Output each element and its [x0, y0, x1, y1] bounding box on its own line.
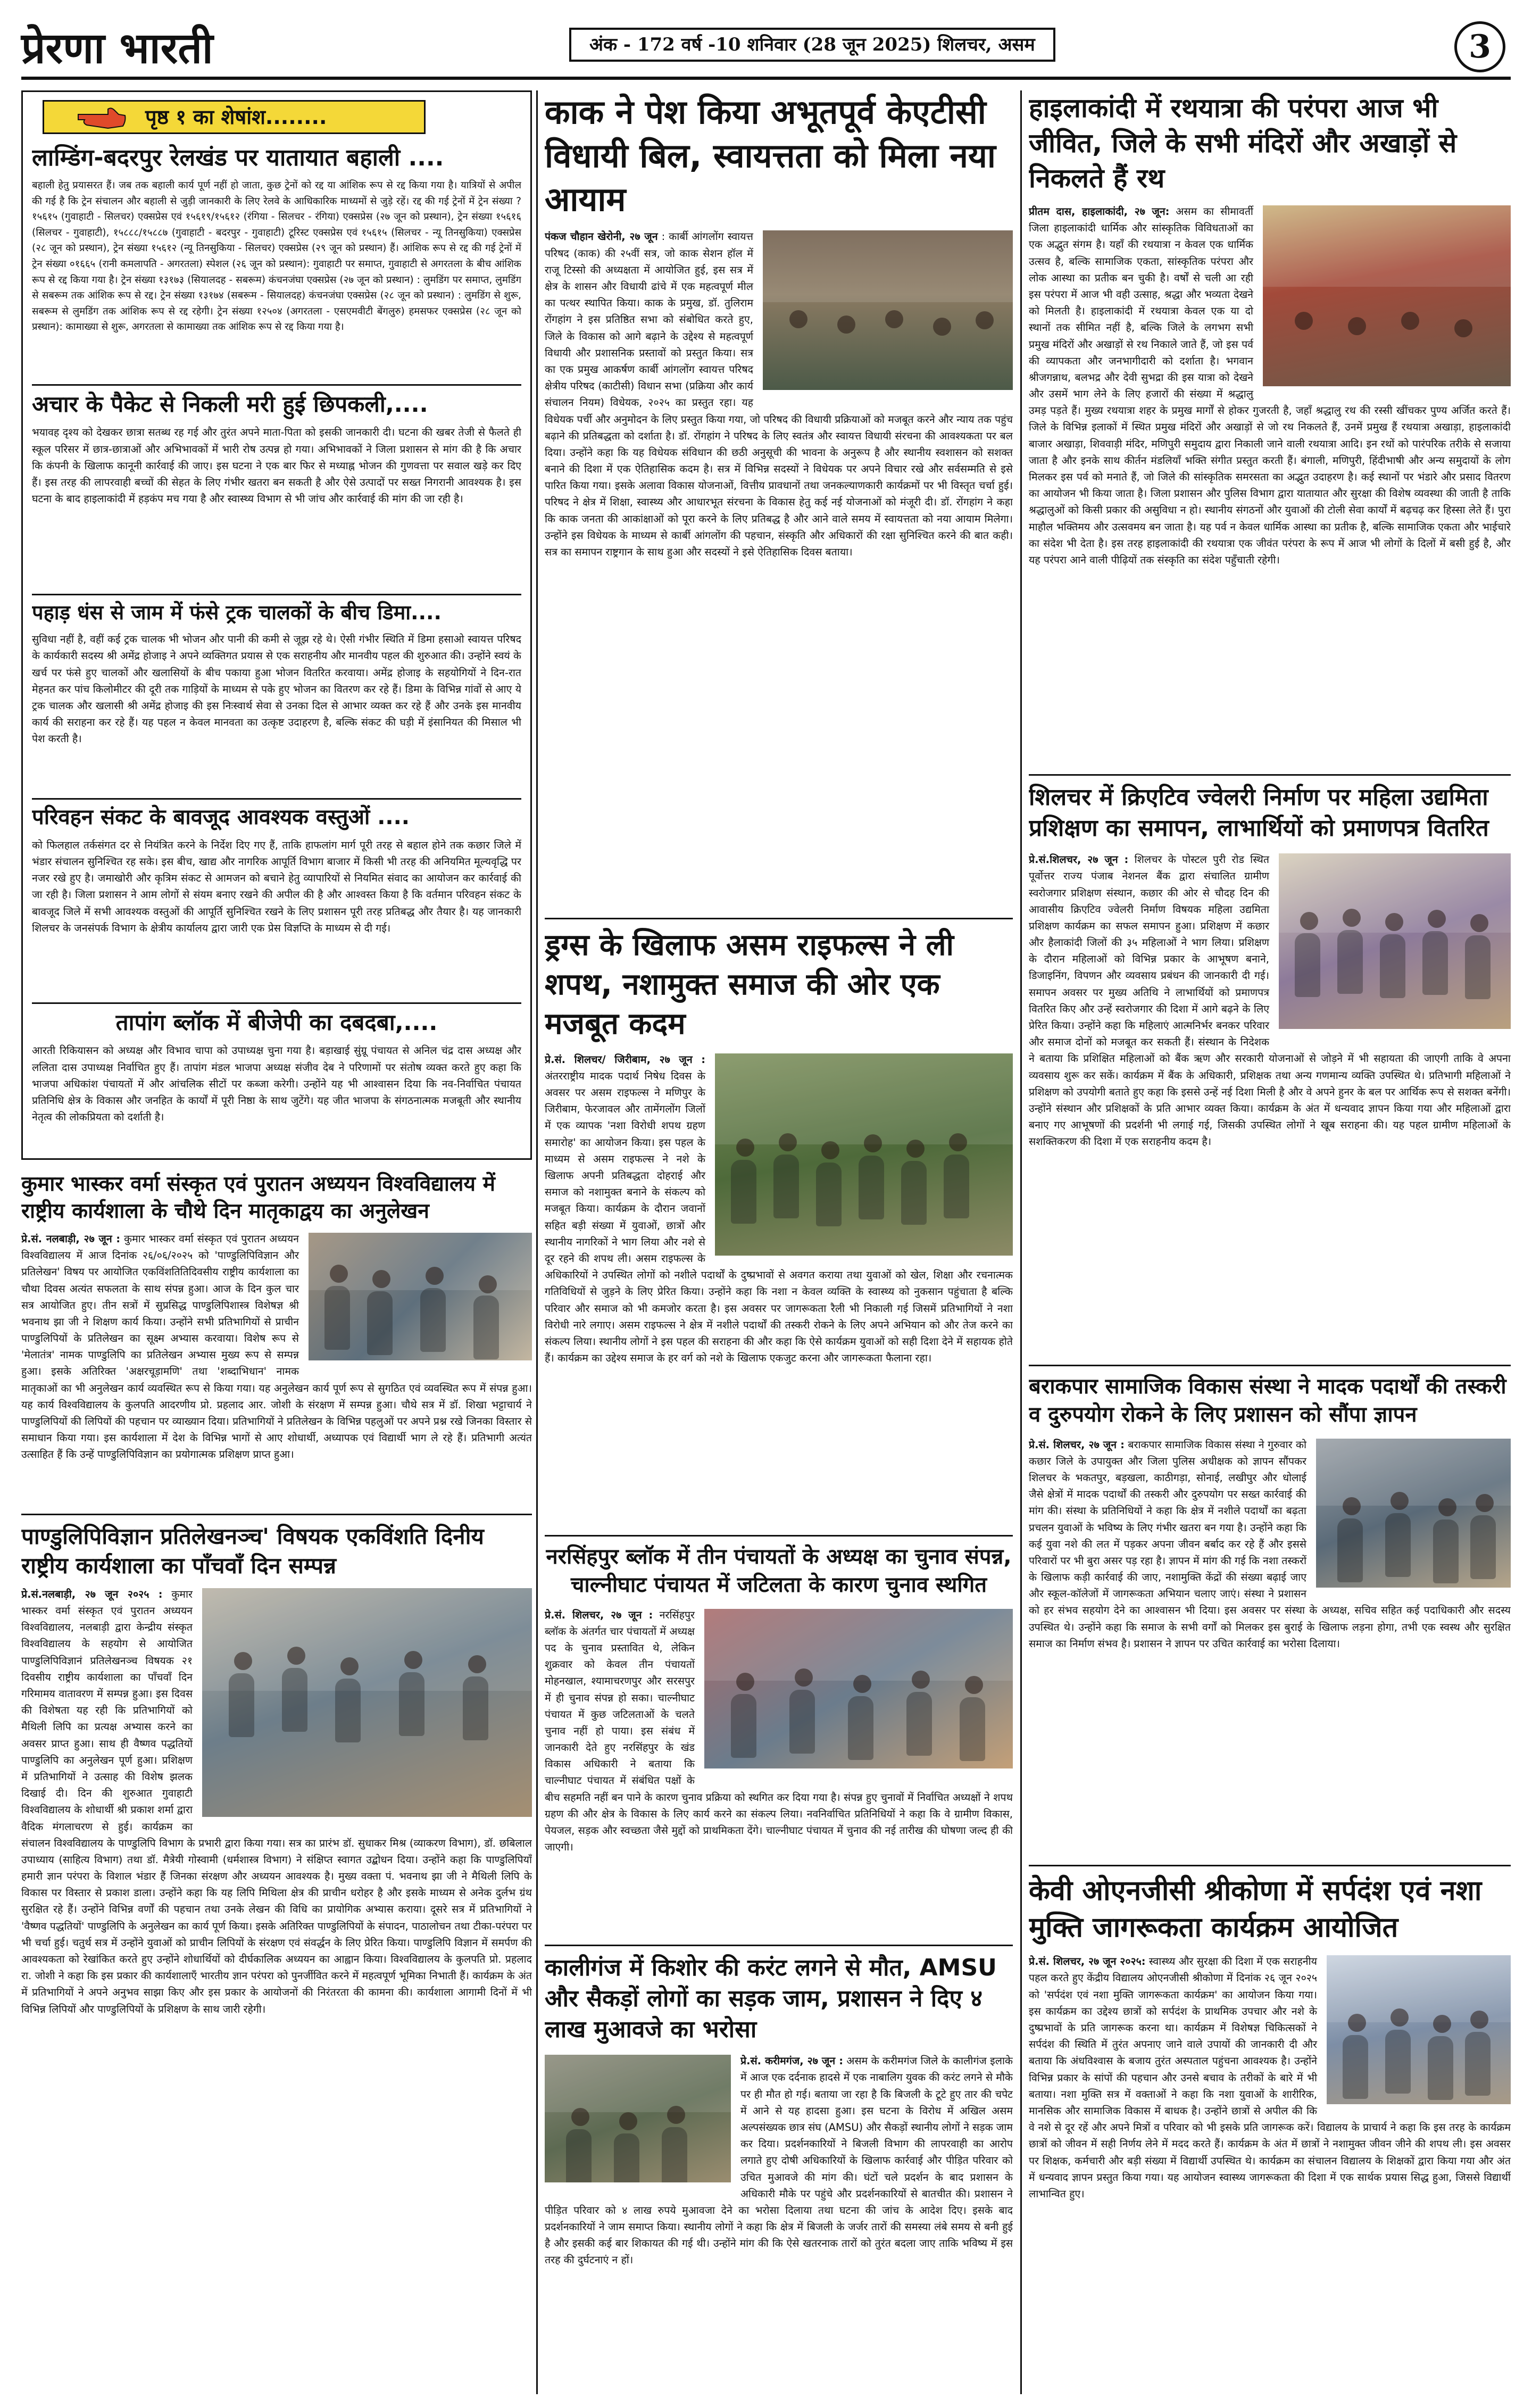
article-title: ड्रग्स के खिलाफ असम राइफल्स ने ली शपथ, नशामुक्त समाज की ओर एक मजबूत कदम — [545, 928, 954, 1041]
article-workshop-day5 — [21, 1522, 532, 2394]
article-body: कुमार भास्कर वर्मा संस्कृत एवं पुरातन अध्ययन विश्वविद्यालय में आज दिनांक २६/०६/२०२५ को 'पाण्डुलिपिविज्ञान और प्रतिलेखन' विषय पर आयोजित एकविंशतितिदिवसीय राष्ट्रीय कार्यशाला का चौथा दिवस अत्यंत सफलता के साथ संपन्न हुआ। आज के दिन कुल चार सत्र आयोजित हुए। तीन सत्रों में सुप्रसिद्ध पाण्डुलिपिशास्त्र विशेषज्ञ श्री भवनाथ झा जी ने शिक्षण कार्य किया। उन्होंने सभी प्रतिभागियों से प्राचीन पाण्डुलिपियों के प्रतिलेखन का सूक्ष्म अभ्यास करवाया। विशेष रूप से 'मेलातंत्र' नामक पाण्डुलिपि का प्रतिलेखन अभ्यास मुख्य रूप से सम्पन्न हुआ। इसके अतिरिक्त 'अक्षरचूड़ामणि' तथा 'शब्दाभिधान' नामक मातृकाओं का भी अनुलेखन कार्य व्यवस्थित रूप से किया गया। यह अनुलेखन कार्य पूर्ण रूप से सुगठित एवं व्यवस्थित रूप में संपन्न हुआ। यह कार्य विश्वविद्यालय के कुलपति आदरणीय प्रो. प्रहलाद आर. जोशी के संरक्षण में सम्पन्न हुआ। चौथे सत्र में डॉ. शिखा भट्टाचार्य ने पाण्डुलिपियों की लिपियों की पहचान पर व्याख्यान दिया। प्रतिभागियों ने प्रतिलेखन के विभिन्न पहलुओं पर अपने प्रश्न रखे जिनका विस्तार से समाधान किया गया। इस कार्यशाला में देश के विभिन्न भागों से आए शोधार्थी, अध्यापक एवं विद्यार्थी भाग ले रहे हैं। प्रतिभागी अत्यंत उत्साहित हैं कि उन्हें पाण्डुलिपिविज्ञान का प्रयोगात्मक प्रशिक्षण प्राप्त हुआ। — [21, 1232, 532, 1461]
article-title: तापांग ब्लॉक में बीजेपी का दबदबा,.... — [115, 1009, 438, 1035]
article-body: अंतरराष्ट्रीय मादक पदार्थ निषेध दिवस के अवसर पर असम राइफल्स ने मणिपुर के जिरीबाम, फेरजावल और तामेंगलोंग जिलों में एक व्यापक 'नशा विरोधी शपथ ग्रहण समारोह' का आयोजन किया। इस पहल के माध्यम से असम राइफल्स ने नशे के खिलाफ अपनी प्रतिबद्धता दोहराई और समाज को नशामुक्त बनाने के संकल्प को मजबूत किया। कार्यक्रम के दौरान जवानों सहित बड़ी संख्या में युवाओं, छात्रों और स्थानीय नागरिकों ने भाग लिया और नशे से दूर रहने की शपथ ली। असम राइफल्स के अधिकारियों ने उपस्थित लोगों को नशीले पदार्थों के दुष्प्रभावों से अवगत कराया तथा युवाओं को खेल, शिक्षा और रचनात्मक गतिविधियों से जुड़ने के लिए प्रेरित किया। उन्होंने कहा कि नशा न केवल व्यक्ति के स्वास्थ्य को नुकसान पहुंचाता है बल्कि परिवार और समाज को भी कमजोर करता है। इस अवसर पर जागरूकता रैली भी निकाली गई जिसमें प्रतिभागियों ने नशा विरोधी नारे लगाए। असम राइफल्स ने क्षेत्र में नशीले पदार्थों की तस्करी रोकने के लिए अपने अभियान को और तेज करने का संकल्प लिया। स्थानीय लोगों ने इस पहल की सराहना की और कहा कि ऐसे कार्यक्रम युवाओं को सही दिशा देने में सहायक होते हैं। कार्यक्रम का उद्देश्य समाज के हर वर्ग को नशे के खिलाफ एकजुट करना और जागरूकता फैलाना रहा। — [545, 1069, 1013, 1365]
article-title: अचार के पैकेट से निकली मरी हुई छिपकली,.... — [32, 391, 428, 417]
issue-line: अंक - 172 वर्ष -10 शनिवार (28 जून 2025) शिलचर, असम — [569, 28, 1055, 62]
article-title: पहाड़ धंस से जाम में फंसे ट्रक चालकों के बीच डिमा.... — [32, 601, 442, 624]
article-landslide-truck — [32, 599, 521, 796]
divider — [1029, 1865, 1511, 1866]
divider — [545, 1535, 1013, 1537]
training-group-photo — [1279, 853, 1511, 1029]
dateline: प्रीतम दास, हाइलाकांदी, २७ जून: — [1029, 205, 1170, 218]
article-pickle-lizard — [32, 389, 521, 592]
dateline: प्रे.सं.नलबाड़ी, २७ जून २०२५ : — [21, 1588, 163, 1600]
article-workshop-day4 — [21, 1170, 532, 1511]
divider — [32, 384, 521, 386]
rathyatra-photo — [1263, 205, 1511, 386]
article-title: नरसिंहपुर ब्लॉक में तीन पंचायतों के अध्यक्ष का चुनाव संपन्न, चाल्नीघाट पंचायत में जटिलता के कारण चुनाव स्थगित — [546, 1545, 1012, 1597]
article-title: बराकपार सामाजिक विकास संस्था ने मादक पदार्थों की तस्करी व दुरुपयोग रोकने के लिए प्रशासन को सौंपा ज्ञापन — [1029, 1374, 1506, 1427]
article-body: असम का सीमावर्ती जिला हाइलाकांदी धार्मिक और सांस्कृतिक विविधताओं का एक अद्भुत संगम है। यहाँ की रथयात्रा न केवल एक धार्मिक उत्सव है, बल्कि सामाजिक एकता, सांस्कृतिक परंपरा और लोक आस्था का प्रतीक बन चुकी है। वर्षों से चली आ रही इस परंपरा में आज भी वही उत्साह, श्रद्धा और भव्यता देखने को मिलती है। हाइलाकांदी में रथयात्रा केवल एक या दो स्थानों तक सीमित नहीं है, बल्कि जिले के लगभग सभी प्रमुख मंदिरों और अखाड़ों से रथ निकाले जाते हैं, जो इस पर्व की व्यापकता और जनभागीदारी को दर्शाता है। भगवान श्रीजगन्नाथ, बलभद्र और देवी सुभद्रा की इस यात्रा को देखने और उसमें भाग लेने के लिए हजारों की संख्या में श्रद्धालु उमड़ पड़ते हैं। मुख्य रथयात्रा शहर के प्रमुख मार्गों से होकर गुजरती है, जहाँ श्रद्धालु रथ की रस्सी खींचकर पुण्य अर्जित करते हैं। जिले के विभिन्न इलाकों में स्थित प्रमुख मंदिरों और अखाड़ों से जो रथ निकलते हैं, उनमें प्रमुख हैं रथयात्रा अखाड़ा, हाइलाकांदी बाजार अखाड़ा, शिववाड़ी मंदिर, मणिपुरी समुदाय द्वारा निकाली जाने वाली रथयात्रा आदि। इन रथों को पारंपरिक तरीके से सजाया जाता है और इनके साथ कीर्तन मंडलियाँ भक्ति संगीत प्रस्तुत करती हैं। बंगाली, मणिपुरी, हिंदीभाषी और अन्य समुदायों के लोग मिलकर इस पर्व को मनाते हैं, जो जिले की सांस्कृतिक समरसता का अद्भुत उदाहरण है। कई स्थानों पर भंडारे और प्रसाद वितरण का आयोजन भी किया जाता है। जिला प्रशासन और पुलिस विभाग द्वारा यातायात और सुरक्षा की विशेष व्यवस्था की जाती है ताकि श्रद्धालुओं को किसी प्रकार की असुविधा न हो। स्थानीय संगठनों और युवाओं की टोली सेवा कार्यों में बढ़चढ़ कर हिस्सा लेते हैं। पुरा माहौल भक्तिमय और उत्सवमय बन जाता है। यह पर्व न केवल धार्मिक आस्था का प्रतीक है, बल्कि सामाजिक एकता और भाईचारे का संदेश भी देता है। इस तरह हाइलाकांदी की रथयात्रा एक जीवंत परंपरा के रूप में आज भी लोगों के दिलों में बसी हुई है, और यह परंपरा आने वाली पीढ़ियों तक संस्कृति का संदेश पहुँचाती रहेगी। — [1029, 205, 1511, 566]
article-title: काक ने पेश किया अभूतपूर्व केएटीसी विधायी बिल, स्वायत्तता को मिला नया आयाम — [545, 93, 996, 219]
article-barakpar-memorandum — [1029, 1373, 1511, 1862]
column-divider-2 — [1020, 90, 1022, 2394]
workshop-day5-photo — [202, 1588, 532, 1817]
divider — [32, 798, 521, 800]
article-assam-rifles — [545, 926, 1013, 1532]
divider — [21, 1514, 532, 1515]
article-body: आरती रिकियासन को अध्यक्ष और विभाव चापा को उपाध्यक्ष चुना गया है। बड़ाखाई सुंग्रू पंचायत से अनिल चंद्र दास अध्यक्ष और ललिता दास उपाध्यक्ष निर्वाचित हुए हैं। तापांग मंडल भाजपा अध्यक्ष संजीव देब ने परिणामों पर संतोष व्यक्त करते हुए कहा कि भाजपा अधिकांश पंचायतों में और आंचलिक सीटों पर कब्जा करेगी। उन्होंने यह भी आश्वासन दिया कि नव-निर्वाचित पंचायत प्रतिनिधि क्षेत्र के विकास और जनहित के कार्यों में पूरी निष्ठा के साथ जुटेंगे। यह जीत भाजपा के संगठनात्मक मजबूती और स्थानीय नेतृत्व की लोकप्रियता को दर्शाती है। — [32, 1044, 521, 1124]
article-body: सुविधा नहीं है, वहीं कई ट्रक चालक भी भोजन और पानी की कमी से जूझ रहे थे। ऐसी गंभीर स्थिति में डिमा हसाओ स्वायत्त परिषद के कार्यकारी सदस्य श्री अमेंद्र होजाइ ने अपने व्यक्तिगत प्रयास से एक सराहनीय और मानवीय पहल की शुरुआत की। उन्होंने स्वयं के खर्च पर फंसे हुए चालकों और खलासियों के बीच पकाया हुआ भोजन वितरित करवाया। अमेंद्र होजाइ के सहयोगियों ने दिन-रात मेहनत कर पांच किलोमीटर की दूरी तक गाड़ियों के माध्यम से पके हुए भोजन का वितरण कर रहे हैं। डिमा के विभिन्न गांवों से आए ये ट्रक चालक और खलासी श्री अमेंद्र होजाइ की इस निःस्वार्थ सेवा से उनका दिल से आभार व्यक्त कर रहे हैं और उनके इस मानवीय कार्य की सराहना कर रहे हैं। यह पहल न केवल मानवता का उत्कृष्ट उदाहरण है, बल्कि संकट की घड़ी में इंसानियत की मिसाल भी पेश करती है। — [32, 633, 521, 745]
divider — [545, 1945, 1013, 1946]
article-kv-ongc-awareness — [1029, 1873, 1511, 2394]
article-lumding-rail — [32, 143, 521, 382]
article-kaliganj-electrocution — [545, 1953, 1013, 2394]
article-title: केवी ओएनजीसी श्रीकोणा में सर्पदंश एवं नशा मुक्ति जागरूकता कार्यक्रम आयोजित — [1029, 1875, 1482, 1944]
assembly-photo — [763, 230, 1013, 390]
road-blockade-photo — [545, 2055, 731, 2182]
dateline: प्रे.सं. शिलचर/ जिरीबाम, २७ जून : — [545, 1053, 705, 1066]
article-title: लाम्डिंग-बदरपुर रेलखंड पर यातायात बहाली .... — [32, 144, 444, 171]
divider — [1029, 774, 1511, 776]
article-title: पाण्डुलिपिविज्ञान प्रतिलेखनञ्च' विषयक एकविंशति दिनीय राष्ट्रीय कार्यशाला का पाँचवाँ दिन सम्पन्न — [21, 1523, 484, 1579]
dateline: प्रे.सं. नलबाड़ी, २७ जून : — [21, 1232, 121, 1245]
article-body: भयावह दृश्य को देखकर छात्रा सतब्ध रह गई और तुरंत अपने माता-पिता को इसकी जानकारी दी। घटना की खबर तेजी से फैलते ही स्कूल परिसर में छात्र-छात्राओं और अभिभावकों में भारी रोष उत्पन्न हो गया। अभिभावकों ने जिला प्रशासन से मांग की है कि अचार कि कंपनी के खिलाफ कानूनी कार्रवाई की जाए। इस घटना ने एक बार फिर से मध्याह्न भोजन की गुणवत्ता पर सवाल खड़े कर दिए हैं। इस तरह की लापरवाही बच्चों की सेहत के लिए गंभीर खतरा बन सकती है और ऐसे उत्पादों पर सख्त निगरानी आवश्यक है। इस घटना के बाद हाइलाकांदी में हड़कंप मच गया है और स्वास्थ्य विभाग से भी जांच और कार्रवाई की मांग की जा रही है। — [32, 426, 521, 505]
continuation-banner — [43, 100, 426, 134]
dateline: प्रे.सं. शिलचर, २७ जून : — [1029, 1438, 1125, 1451]
dateline: प्रे.सं. शिलचर, २७ जून : — [545, 1608, 653, 1621]
rifles-pledge-photo — [715, 1053, 1013, 1256]
panchayat-photo — [704, 1609, 1013, 1768]
masthead: प्रेरणा भारती — [21, 23, 213, 73]
divider — [545, 918, 1013, 919]
article-body: बराकपार सामाजिक विकास संस्था ने गुरुवार को कछार जिले के उपायुक्त और जिला पुलिस अधीक्षक को ज्ञापन सौंपकर शिलचर के भकतपुर, बड़खला, काठीगड़ा, सोनाई, लखीपुर और धोलाई जैसे क्षेत्रों में मादक पदार्थों की तस्करी और दुरुपयोग पर सख्त कार्रवाई की मांग की। संस्था के प्रतिनिधियों ने कहा कि क्षेत्र में नशीले पदार्थों का बढ़ता प्रचलन युवाओं के भविष्य के लिए गंभीर खतरा बन गया है। उन्होंने कहा कि कई युवा नशे की लत में पड़कर अपना जीवन बर्बाद कर रहे हैं और इससे परिवारों पर भी बुरा असर पड़ रहा है। ज्ञापन में मांग की गई कि नशा तस्करों के खिलाफ कड़ी कार्रवाई की जाए, नशामुक्ति केंद्रों की संख्या बढ़ाई जाए और स्कूल-कॉलेजों में जागरूकता अभियान चलाए जाएं। संस्था ने प्रशासन को हर संभव सहयोग देने का आश्वासन भी दिया। इस अवसर पर संस्था के अध्यक्ष, सचिव सहित कई पदाधिकारी और सदस्य उपस्थित थे। उन्होंने कहा कि समाज के सभी वर्गों को मिलकर इस बुराई के खिलाफ लड़ना होगा, तभी एक स्वस्थ और सुरक्षित समाज का निर्माण संभव है। प्रशासन ने ज्ञापन पर उचित कार्रवाई का भरोसा दिलाया। — [1029, 1438, 1511, 1650]
article-tapang-bjp — [32, 1008, 521, 1157]
article-title: कालीगंज में किशोर की करंट लगने से मौत, AMSU और सैकड़ों लोगों का सड़क जाम, प्रशासन ने दिए ४ लाख मुआवजे का भरोसा — [545, 1954, 997, 2044]
article-title: शिलचर में क्रिएटिव ज्वेलरी निर्माण पर महिला उद्यमिता प्रशिक्षण का समापन, लाभार्थियों को प्रमाणपत्र वितरित — [1029, 784, 1489, 842]
article-hailakandi-rathyatra — [1029, 90, 1511, 771]
article-title: परिवहन संकट के बावजूद आवश्यक वस्तुओं .... — [32, 805, 410, 829]
divider — [32, 1002, 521, 1004]
banner-text: पृष्ठ १ का शेषांश........ — [145, 105, 327, 129]
divider — [32, 594, 521, 595]
page-number: 3 — [1454, 21, 1505, 72]
dateline: पंकज चौहान खेरोनी, २७ जून — [545, 230, 658, 243]
article-body: शिलचर के पोस्टल पुरी रोड स्थित पूर्वोत्तर राज्य पंजाब नेशनल बैंक द्वारा संचालित ग्रामीण स्वरोजगार प्रशिक्षण संस्थान, कछार की ओर से चौदह दिन की आवासीय क्रिएटिव ज्वेलरी निर्माण विषयक महिला उद्यमिता प्रशिक्षण कार्यक्रम का सफल समापन हुआ। प्रशिक्षण में कछार और हैलाकांदी जिलों की ३५ महिलाओं ने भाग लिया। प्रशिक्षण के दौरान महिलाओं को विभिन्न प्रकार के आभूषण बनाने, डिजाइनिंग, विपणन और व्यवसाय प्रबंधन की जानकारी दी गई। समापन अवसर पर मुख्य अतिथि ने लाभार्थियों को प्रमाणपत्र वितरित किए और उन्हें स्वरोजगार की दिशा में आगे बढ़ने के लिए प्रेरित किया। उन्होंने कहा कि महिलाएं आत्मनिर्भर बनकर परिवार और समाज दोनों को मजबूत कर सकती हैं। संस्थान के निदेशक ने बताया कि प्रशिक्षित महिलाओं को बैंक ऋण और सरकारी योजनाओं से जोड़ने में भी सहायता की जाएगी ताकि वे अपना व्यवसाय शुरू कर सकें। कार्यक्रम में बैंक के अधिकारी, प्रशिक्षक तथा अन्य गणमान्य व्यक्ति उपस्थित थे। प्रतिभागी महिलाओं ने प्रशिक्षण को उपयोगी बताते हुए कहा कि इससे उन्हें नई दिशा मिली है और वे अपने हुनर के बल पर आर्थिक रूप से सशक्त बनेंगी। उन्होंने संस्थान और प्रशिक्षकों के प्रति आभार व्यक्त किया। कार्यक्रम के अंत में धन्यवाद ज्ञापन किया गया और महिलाओं द्वारा बनाए गए आभूषणों की प्रदर्शनी भी लगाई गई, जिसकी उपस्थित लोगों ने खूब सराहना की। यह पहल ग्रामीण महिलाओं के सशक्तिकरण की दिशा में एक सराहनीय कदम है। — [1029, 853, 1511, 1148]
pointing-hand-icon — [76, 105, 127, 131]
workshop-photo — [309, 1233, 532, 1360]
memorandum-photo — [1316, 1439, 1511, 1588]
article-kaac-bill — [545, 90, 1013, 915]
article-jewelry-training — [1029, 782, 1511, 1362]
article-body: बहाली हेतु प्रयासरत हैं। जब तक बहाली कार्य पूर्ण नहीं हो जाता, कुछ ट्रेनों को रद्द या आंशिक रूप से रद्द किया गया है। यात्रियों से अपील की गई है कि ट्रेन संचालन और बहाली से जुड़ी जानकारी के लिए रेलवे के आधिकारिक माध्यमों से जुड़े रहें। रद्द की गई ट्रेनों में ट्रेन संख्या ?१५६१५ (गुवाहाटी - सिलचर) एक्सप्रेस एवं १५६१९/१५६१२ (रंगिया - सिलचर - रंगिया) एक्सप्रेस (२७ जून को प्रस्थान), ट्रेन संख्या १५६१६ (सिलचर - गुवाहाटी), १५८८८/१५८८७ (गुवाहाटी - बदरपुर - गुवाहाटी) टूरिस्ट एक्सप्रेस एवं १५६१५ (सिलचर - न्यू तिनसुकिया) एक्सप्रेस (२८ जून को प्रस्थान), ट्रेन संख्या १५६१२ (न्यू तिनसुकिया - सिलचर) एक्सप्रेस (२९ जून को प्रस्थान) हैं। आंशिक रूप से रद्द की गई ट्रेनों में ट्रेन संख्या ०१६६५ (रानी कमलापति - अगरतला) स्पेशल (२६ जून को प्रस्थान): गुवाहाटी पर समाप्त, गुवाहाटी से अगरतला के बीच आंशिक रूप से रद्द किया गया है। ट्रेन संख्या १३१७३ (सियालदह - सबरूम) कंचनजंघा एक्सप्रेस (२७ जून को प्रस्थान) : लुमडिंग पर समाप्त, लुमडिंग से सबरूम तक आंशिक रूप से रद्द। ट्रेन संख्या १३१७४ (सबरूम - सियालदह) कंचनजंघा एक्सप्रेस (२८ जून को प्रस्थान) : लुमडिंग से शुरू, सबरूम से लुमडिंग तक आंशिक रूप से रद्द रहेगी। ट्रेन संख्या १२५०४ (अगरतला - एसएमवीटी बेंगलुरु) हमसफर एक्सप्रेस (२८ जून को प्रस्थान): कामाख्या से शुरू, अगरतला से कामाख्या तक आंशिक रूप से रद्द किया गया है। — [32, 180, 521, 333]
article-body: : कार्बी आंगलोंग स्वायत्त परिषद (काक) की २५वीं सत्र, जो काक सेशन हॉल में राजू टिस्सो की अध्यक्षता में आयोजित हुई, इस सत्र में क्षेत्र के शासन और विधायी ढांचे में एक महत्वपूर्ण मील का पत्थर स्थापित किया। काक के प्रमुख, डॉ. तुलिराम रोंगहांग ने इस प्रतिष्ठित सभा को संबोधित करते हुए, जिले के विकास को आगे बढ़ाने के उद्देश्य से महत्वपूर्ण विधायी और प्रशासनिक प्रस्तावों को प्रस्तुत किया। सत्र का एक प्रमुख आकर्षण कार्बी आंगलोंग स्वायत्त परिषद क्षेत्रीय परिषद (काटीसी) विधान सभा (प्रक्रिया और कार्य संचालन नियम) विधेयक, २०२५ का प्रस्तुत रहा। यह विधेयक पर्ची और अनुमोदन के लिए प्रस्तुत किया गया, जो परिषद की विधायी प्रक्रियाओं को मजबूत करने और न्याय तक पहुंच बढ़ाने की प्रतिबद्धता को दर्शाता है। डॉ. रोंगहांग ने परिषद के लिए स्वतंत्र और स्वायत्त विधायी संरचना की आवश्यकता पर बल दिया। उन्होंने कहा कि यह विधेयक संविधान की छठी अनुसूची की भावना के अनुरूप है और स्थानीय स्वशासन को सशक्त बनाने की दिशा में एक ऐतिहासिक कदम है। सत्र में विभिन्न सदस्यों ने विधेयक पर अपने विचार रखे और सर्वसम्मति से इसे पारित किया गया। इसके अलावा विकास योजनाओं, वित्तीय प्रावधानों तथा जनकल्याणकारी कार्यक्रमों पर भी विस्तृत चर्चा हुई। परिषद ने क्षेत्र में शिक्षा, स्वास्थ्य और आधारभूत संरचना के विकास हेतु कई नई योजनाओं को मंजूरी दी। डॉ. रोंगहांग ने कहा कि काक जनता की आकांक्षाओं को पूरा करने के लिए प्रतिबद्ध है और आने वाले समय में स्वायत्तता को नया आयाम मिलेगा। उन्होंने इस विधेयक के माध्यम से कार्बी आंगलोंग की पहचान, संस्कृति और अधिकारों की रक्षा सुनिश्चित करने की बात कही। सत्र का समापन राष्ट्रगान के साथ हुआ और सदस्यों ने इसे ऐतिहासिक दिवस बताया। — [545, 230, 1013, 559]
article-body: को फिलहाल तर्कसंगत दर से नियंत्रित करने के निर्देश दिए गए हैं, ताकि हाफलांग मार्ग पूरी तरह से बहाल होने तक कछार जिले में भंडार संचालन सुनिश्चित रह सके। इस बीच, खाद्य और नागरिक आपूर्ति विभाग बाजार में किसी भी तरह की अनियमित मूल्यवृद्धि पर नजर रखे हुए है। जमाखोरी और कृत्रिम संकट से आमजन को बचाने हेतु व्यापारियों से नियमित संवाद का आयोजन कर कार्रवाई की जा रही है। जिला प्रशासन ने आम लोगों से संयम बनाए रखने की अपील की है और आश्वस्त किया है कि वर्तमान परिवहन संकट के बावजूद जिले में सभी आवश्यक वस्तुओं की आपूर्ति सुनिश्चित रखने के लिए प्रशासन पूरी तरह प्रतिबद्ध और तैयार है। यह जानकारी शिलचर के जनसंपर्क विभाग के क्षेत्रीय कार्यालय द्वारा जारी एक प्रेस विज्ञप्ति के माध्यम से दी गई। — [32, 838, 521, 934]
divider — [1029, 1365, 1511, 1366]
column-divider-1 — [536, 90, 538, 2394]
school-program-photo — [1327, 1955, 1511, 2104]
article-title: हाइलाकांदी में रथयात्रा की परंपरा आज भी जीवित, जिले के सभी मंदिरों और अखाड़ों से निकलते हैं रथ — [1029, 93, 1457, 194]
article-body: नरसिंहपुर ब्लॉक के अंतर्गत चार पंचायतों में अध्यक्ष पद के चुनाव प्रस्तावित थे, लेकिन शुक्रवार को केवल तीन पंचायतों मोहनखाल, श्यामाचरणपुर और सरसपुर में ही चुनाव संपन्न हो सका। चाल्नीघाट पंचायत में कुछ जटिलताओं के चलते चुनाव नहीं हो पाया। इस संबंध में जानकारी देते हुए नरसिंहपुर के खंड विकास अधिकारी ने बताया कि चाल्नीघाट पंचायत में संबंधित पक्षों के बीच सहमति नहीं बन पाने के कारण चुनाव प्रक्रिया को स्थगित कर दिया गया है। संपन्न हुए चुनावों में निर्वाचित अध्यक्षों ने शपथ ग्रहण की और क्षेत्र के विकास के लिए कार्य करने का संकल्प लिया। नवनिर्वाचित प्रतिनिधियों ने कहा कि वे ग्रामीण विकास, पेयजल, सड़क और स्वच्छता जैसे मुद्दों को प्राथमिकता देंगे। चाल्नीघाट पंचायत में चुनाव की नई तारीख की घोषणा जल्द ही की जाएगी। — [545, 1608, 1013, 1854]
article-title: कुमार भास्कर वर्मा संस्कृत एवं पुरातन अध्ययन विश्वविद्यालय में राष्ट्रीय कार्यशाला के चौथे दिन मातृकाद्वय का अनुलेखन — [21, 1172, 495, 1224]
article-narsinghpur-panchayat — [545, 1543, 1013, 1942]
page-header — [21, 21, 1511, 80]
article-transport-crisis — [32, 803, 521, 1000]
article-body: कुमार भास्कर वर्मा संस्कृत एवं पुरातन अध्ययन विश्वविद्यालय, नलबाड़ी द्वारा केन्द्रीय संस्कृत विश्वविद्यालय के सहयोग से आयोजित पाण्डुलिपिविज्ञानं प्रतिलेखनञ्च विषयक २१ दिवसीय राष्ट्रीय कार्यशाला का पाँचवाँ दिन गरिमामय वातावरण में सम्पन्न हुआ। इस दिवस की विशेषता यह रही कि प्रतिभागियों को मैथिली लिपि का प्रत्यक्ष अभ्यास करने का अवसर प्राप्त हुआ। साथ ही वैष्णव पद्धतियों पाण्डुलिपि का अनुलेखन पूर्ण हुआ। प्रशिक्षण में प्रतिभागियों ने उत्साह की विशेष झलक दिखाई दी। दिन की शुरुआत गुवाहाटी विश्वविद्यालय के शोधार्थी श्री प्रकाश शर्मा द्वारा वैदिक मंगलाचरण से हुई। कार्यक्रम का संचालन विश्वविद्यालय के पाण्डुलिपि विभाग के प्रभारी द्वारा किया गया। सत्र का प्रारंभ डॉ. सुधाकर मिश्र (व्याकरण विभाग), डॉ. छबिलाल उपाध्याय (साहित्य विभाग) तथा डॉ. मैत्रेयी गोस्वामी (धर्मशास्त्र विभाग) ने संक्षिप्त स्वागत उद्बोधन दिया। उन्होंने कहा कि पाण्डुलिपियाँ हमारी ज्ञान परंपरा के विशाल भंडार हैं जिनका संरक्षण और अध्ययन आवश्यक है। मुख्य वक्ता पं. भवनाथ झा जी ने मैथिली लिपि के विकास पर विस्तार से प्रकाश डाला। उन्होंने कहा कि यह लिपि मिथिला क्षेत्र की प्राचीन धरोहर है और इसके माध्यम से अनेक दुर्लभ ग्रंथ सुरक्षित रहे हैं। उन्होंने विभिन्न वर्णों की पहचान तथा उनके लेखन की विधि का प्रायोगिक अभ्यास कराया। दूसरे सत्र में प्रतिभागियों ने 'वैष्णव पद्धतियों' पाण्डुलिपि के अनुलेखन का कार्य पूर्ण किया। इसके अतिरिक्त पाण्डुलिपियों के संपादन, पाठालोचन तथा टीका-परंपरा पर भी चर्चा हुई। चतुर्थ सत्र में उन्होंने युवाओं को प्राचीन लिपियों के संरक्षण एवं संवर्द्धन के लिए प्रेरित किया। पाण्डुलिपि विज्ञान में समर्पण की आवश्यकता को रेखांकित करते हुए उन्होंने शोधार्थियों को दीर्घकालिक अध्ययन का आह्वान किया। विश्वविद्यालय के कुलपति प्रो. प्रहलाद रा. जोशी ने कहा कि इस प्रकार की कार्यशालाएँ भारतीय ज्ञान परंपरा को पुनर्जीवित करने में महत्वपूर्ण भूमिका निभाती हैं। कार्यक्रम के अंत में प्रतिभागियों ने अपने अनुभव साझा किए और इस प्रकार के आयोजनों की निरंतरता की कामना की। कार्यशाला आगामी दिनों में भी विभिन्न लिपियों और पाण्डुलिपियों के प्रशिक्षण के साथ जारी रहेगी। — [21, 1588, 532, 2015]
dateline: प्रे.सं.शिलचर, २७ जून : — [1029, 853, 1129, 866]
article-body: स्वास्थ्य और सुरक्षा की दिशा में एक सराहनीय पहल करते हुए केंद्रीय विद्यालय ओएनजीसी श्रीकोणा में दिनांक २६ जून २०२५ को 'सर्पदंश एवं नशा मुक्ति जागरूकता कार्यक्रम' का आयोजन किया गया। इस कार्यक्रम का उद्देश्य छात्रों को सर्पदंश के प्राथमिक उपचार और नशे के दुष्प्रभावों के प्रति जागरूक करना था। कार्यक्रम में विशेषज्ञ चिकित्सकों ने सर्पदंश की स्थिति में तुरंत अपनाए जाने वाले उपायों की जानकारी दी और बताया कि अंधविश्वास के बजाय तुरंत अस्पताल पहुंचना आवश्यक है। उन्होंने विभिन्न प्रकार के सांपों की पहचान और उनसे बचाव के तरीकों के बारे में भी बताया। नशा मुक्ति सत्र में वक्ताओं ने कहा कि नशा युवाओं के शारीरिक, मानसिक और सामाजिक विकास में बाधक है। उन्होंने छात्रों से अपील की कि वे नशे से दूर रहें और अपने मित्रों व परिवार को भी इसके प्रति जागरूक करें। विद्यालय के प्राचार्य ने कहा कि इस तरह के कार्यक्रम छात्रों को जीवन में सही निर्णय लेने में मदद करते हैं। कार्यक्रम के अंत में छात्रों ने नशामुक्त जीवन जीने की शपथ ली। इस अवसर पर शिक्षक, कर्मचारी और बड़ी संख्या में विद्यार्थी उपस्थित थे। कार्यक्रम का संचालन विद्यालय के शिक्षकों द्वारा किया गया और अंत में धन्यवाद ज्ञापन प्रस्तुत किया गया। यह आयोजन स्वास्थ्य जागरूकता की दिशा में एक सार्थक प्रयास सिद्ध हुआ, जिससे विद्यार्थी लाभान्वित हुए। — [1029, 1955, 1511, 2200]
article-body: असम के करीमगंज जिले के कालीगंज इलाके में आज एक दर्दनाक हादसे में एक नाबालिग युवक की करंट लगने से मौके पर ही मौत हो गई। बताया जा रहा है कि बिजली के टूटे हुए तार की चपेट में आने से यह हादसा हुआ। इस घटना के विरोध में अखिल असम अल्पसंख्यक छात्र संघ (AMSU) और सैकड़ों स्थानीय लोगों ने सड़क जाम कर दिया। प्रदर्शनकारियों ने बिजली विभाग की लापरवाही का आरोप लगाते हुए दोषी अधिकारियों के खिलाफ कार्रवाई और पीड़ित परिवार को उचित मुआवजे की मांग की। घंटों चले प्रदर्शन के बाद प्रशासन के अधिकारी मौके पर पहुंचे और प्रदर्शनकारियों से बातचीत की। प्रशासन ने पीड़ित परिवार को ४ लाख रुपये मुआवजा देने का भरोसा दिलाया तथा घटना की जांच के आदेश दिए। इसके बाद प्रदर्शनकारियों ने जाम समाप्त किया। स्थानीय लोगों ने कहा कि क्षेत्र में बिजली के जर्जर तारों की समस्या लंबे समय से बनी हुई है और इसकी कई बार शिकायत की गई थी। उन्होंने मांग की कि ऐसे खतरनाक तारों को तुरंत बदला जाए ताकि भविष्य में इस तरह की दुर्घटनाएं न हों। — [545, 2055, 1013, 2266]
dateline: प्रे.सं. शिलचर, २७ जून २०२५: — [1029, 1955, 1146, 1968]
dateline: प्रे.सं. करीमगंज, २७ जून : — [740, 2055, 843, 2067]
